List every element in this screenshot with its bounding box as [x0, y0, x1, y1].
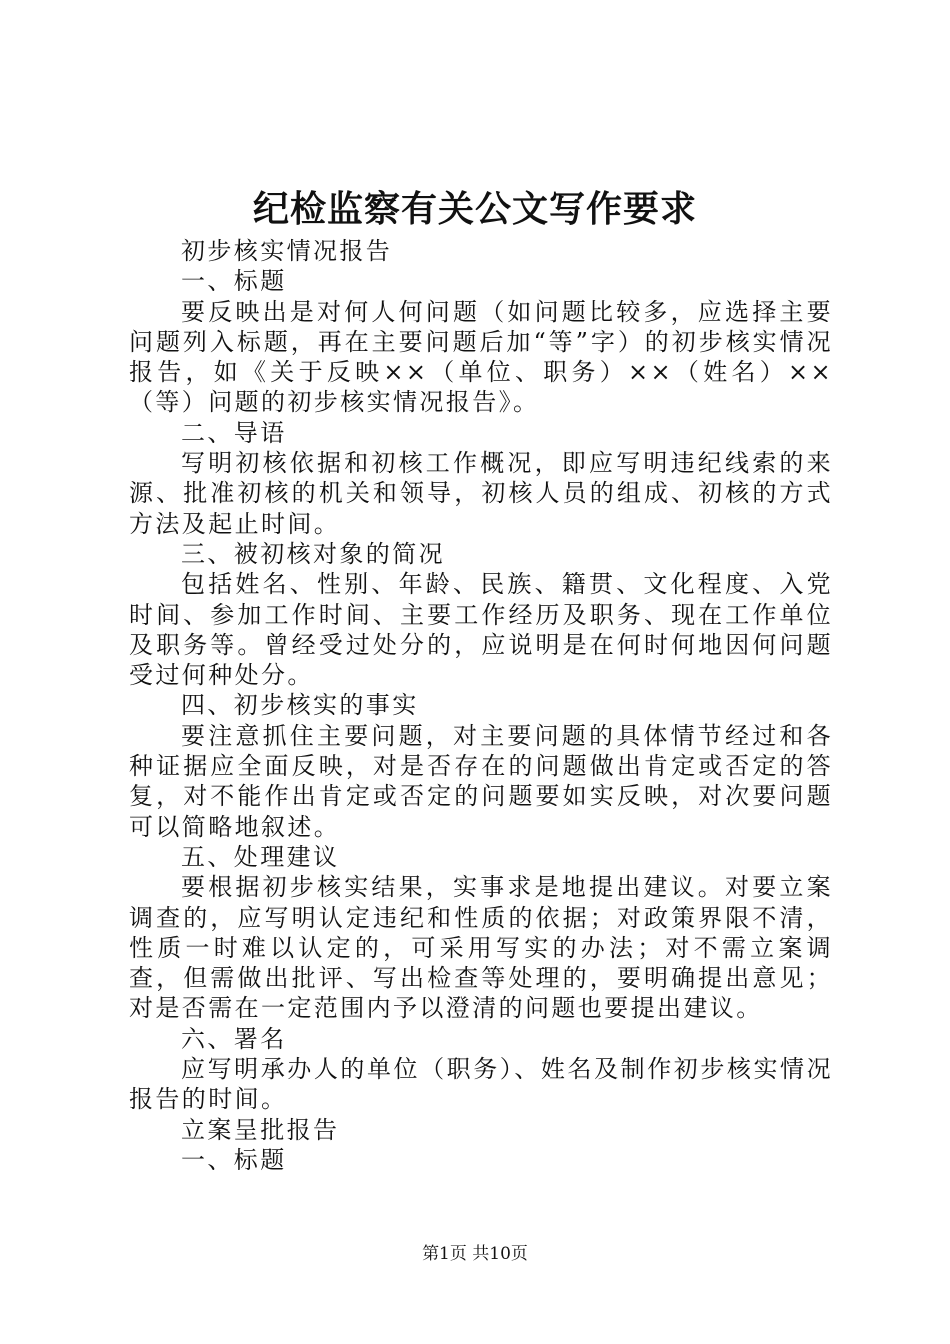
- subsection-heading: 二、导语: [181, 418, 287, 447]
- section-heading: 立案呈批报告: [181, 1115, 340, 1144]
- document-title: 纪检监察有关公文写作要求: [252, 188, 697, 230]
- body-paragraph: 应写明承办人的单位（职务）、姓名及制作初步核实情况报告的时间。: [129, 1055, 833, 1114]
- page-number: 第1页 共10页: [422, 1244, 528, 1264]
- section-heading: 初步核实情况报告: [181, 237, 393, 265]
- body-paragraph: 写明初核依据和初核工作概况，即应写明违纪线索的来源、批准初核的机关和领导，初核人员的组成、初核的方式方法及起止时间。: [129, 449, 833, 538]
- subsection-heading: 一、标题: [181, 267, 287, 296]
- subsection-heading: 六、署名: [181, 1024, 287, 1053]
- document-body: [129, 236, 833, 1175]
- body-paragraph: 要根据初步核实结果，实事求是地提出建议。对要立案调查的，应写明认定违纪和性质的依据；对政策界限不清，性质一时难以认定的，可采用写实的办法；对不需立案调查，但需做出批评、写出检查等处理的，要明确提出意见；对是否需在一定范围内予以澄清的问题也要提出建议。: [129, 873, 833, 1023]
- body-paragraph: 要注意抓住主要问题，对主要问题的具体情节经过和各种证据应全面反映，对是否存在的问题做出肯定或否定的答复，对不能作出肯定或否定的问题要如实反映，对次要问题可以简略地叙述。: [129, 721, 833, 841]
- subsection-heading: 一、标题: [181, 1145, 287, 1174]
- subsection-heading: 五、处理建议: [181, 842, 340, 871]
- subsection-heading: 四、初步核实的事实: [181, 691, 419, 720]
- body-paragraph: 要反映出是对何人何问题（如问题比较多，应选择主要问题列入标题，再在主要问题后加“等”字）的初步核实情况报告，如《关于反映××（单位、职务）××（姓名）××（等）问题的初步核实情况报告》。: [129, 297, 833, 417]
- subsection-heading: 三、被初核对象的简况: [181, 539, 445, 568]
- body-paragraph: 包括姓名、性别、年龄、民族、籍贯、文化程度、入党时间、参加工作时间、主要工作经历及职务、现在工作单位及职务等。曾经受过处分的，应说明是在何时何地因何问题受过何种处分。: [129, 570, 833, 690]
